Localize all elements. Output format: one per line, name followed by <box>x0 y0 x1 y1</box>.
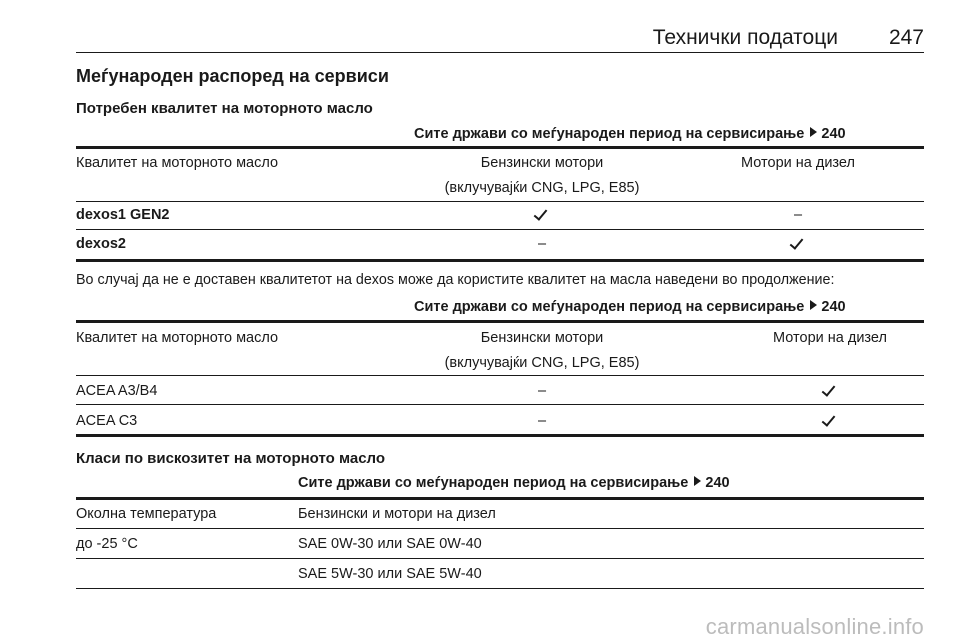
table1-row2-name: dexos2 <box>76 236 126 252</box>
table2-col1-header: Квалитет на моторното масло <box>76 330 279 346</box>
table1-span-header: Сите држави со меѓународен период на сервисирање 240 <box>414 126 846 142</box>
table3-heading: Класи по вискозитет на моторното масло <box>76 450 386 467</box>
table3-row1-value: SAE 0W-30 или SAE 0W-40 <box>298 536 482 552</box>
table1-row2-diesel <box>791 235 805 255</box>
table3-header-rule <box>76 528 924 529</box>
table3-col2-header: Бензински и мотори на дизел <box>298 506 496 522</box>
table1-ref: 240 <box>821 126 846 142</box>
table1-col1-header: Квалитет на моторното масло <box>76 155 279 171</box>
page-header <box>76 22 924 53</box>
table2-row2-diesel <box>823 412 837 432</box>
table3-top-rule <box>76 497 924 500</box>
table3-row2-value: SAE 5W-30 или SAE 5W-40 <box>298 566 482 582</box>
reference-arrow-icon <box>810 300 817 310</box>
table2-row2-petrol: – <box>537 413 547 429</box>
table1-row1-name: dexos1 GEN2 <box>76 207 170 223</box>
table2-ref: 240 <box>821 299 846 315</box>
table1-header-rule <box>76 201 924 202</box>
table1-col2-header-line1: Бензински мотори <box>480 155 604 171</box>
table2-row1-petrol: – <box>537 383 547 399</box>
table2-row1-diesel <box>823 382 837 402</box>
section-title: Меѓународен распоред на сервиси <box>76 66 389 86</box>
watermark: carmanualsonline.info <box>705 614 924 639</box>
table2-col3-header: Мотори на дизел <box>773 330 887 346</box>
table2-row-rule <box>76 404 924 405</box>
check-icon <box>791 235 805 251</box>
page-number: 247 <box>888 26 924 49</box>
check-icon <box>823 382 837 398</box>
check-icon <box>535 206 549 222</box>
table3-bottom-rule <box>76 588 924 589</box>
reference-arrow-icon <box>810 127 817 137</box>
check-icon <box>823 412 837 428</box>
table2-top-rule <box>76 320 924 323</box>
table1-row2-petrol: – <box>537 236 547 252</box>
note-text: Во случај да не е доставен квалитетот на dexos може да користите квалитет на масла наведени во продолжение: <box>76 272 835 288</box>
manual-page <box>76 0 924 642</box>
table2-col2-header-line2: (вклучувајќи CNG, LPG, E85) <box>444 355 640 371</box>
table2-row2-name: ACEA C3 <box>76 413 138 429</box>
table2-row1-name: ACEA A3/B4 <box>76 383 158 399</box>
table3-row-rule <box>76 558 924 559</box>
table1-row-rule <box>76 229 924 230</box>
table3-row1-temp: до -25 °C <box>76 536 138 552</box>
reference-arrow-icon <box>694 476 701 486</box>
table3-ref: 240 <box>705 475 730 491</box>
table2-bottom-rule <box>76 434 924 437</box>
table1-row1-petrol <box>535 206 549 226</box>
table1-col3-header: Мотори на дизел <box>741 155 855 171</box>
table3-col1-header: Околна температура <box>76 506 217 522</box>
table1-top-rule <box>76 146 924 149</box>
table2-header-rule <box>76 375 924 376</box>
table1-row1-diesel: – <box>793 207 803 223</box>
header-title: Технички податоци <box>652 26 838 49</box>
table1-col2-header-line2: (вклучувајќи CNG, LPG, E85) <box>444 180 640 196</box>
table1-heading: Потребен квалитет на моторното масло <box>76 100 373 117</box>
table3-span-header: Сите држави со меѓународен период на сервисирање 240 <box>298 475 730 491</box>
table2-span-header: Сите држави со меѓународен период на сервисирање 240 <box>414 299 846 315</box>
table1-bottom-rule <box>76 259 924 262</box>
table2-col2-header-line1: Бензински мотори <box>480 330 604 346</box>
